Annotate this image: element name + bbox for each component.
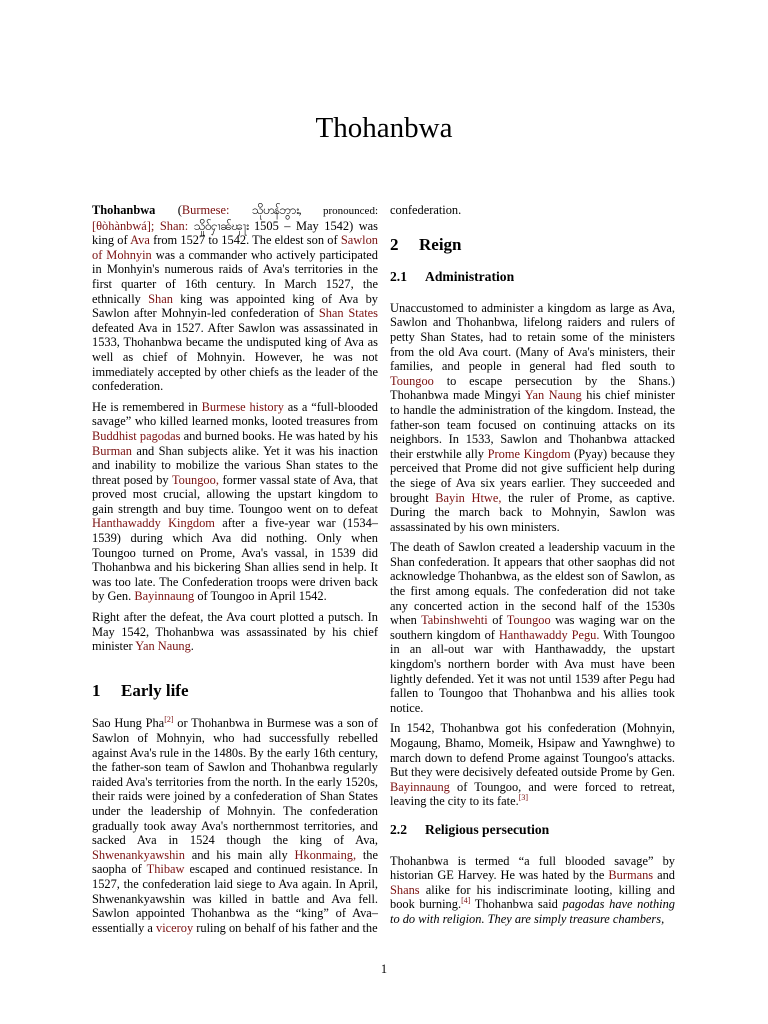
yan-naung-link[interactable]: Yan Naung: [524, 388, 582, 403]
text: (Pyay) because they perceived that Prome did not give sufficient help during the siege of Ava six years earlier. They succeeded and brought: [390, 446, 675, 505]
text: defeated Ava in 1527. After Sawlon was assassinated in 1533, Thohanbwa became the undisputed king of Ava as well as chief of Mohnyin. However, he was not immediately accepted by other chiefs as the leader of the confederation.: [92, 320, 378, 394]
text: the ruler of Prome, as captive. During the march back to Mohnyin, Sawlon was assassinated by his own ministers.: [390, 490, 675, 534]
pronounced-label: pronounced:: [323, 205, 378, 217]
early-life-paragraph: [92, 716, 378, 935]
subsection-number: 2.1: [390, 269, 407, 285]
ava-link[interactable]: Ava: [130, 233, 150, 248]
right-column: [390, 203, 675, 933]
burmese-language-link[interactable]: Burmese:: [181, 203, 230, 217]
shan-language-link[interactable]: Shan:: [159, 218, 189, 233]
text: Sao Hung Pha: [92, 716, 165, 731]
text: In 1542, Thohanbwa got his confederation (Mohnyin, Mogaung, Bhamo, Momeik, Hsipaw and Yawnghwe) to march down to defend Prome against Toungoo's attacks. But they were decisively defeated outside Prome by Gen.: [390, 721, 675, 780]
section-title: Early life: [121, 680, 189, 700]
text: king was appointed king of Ava by Sawlon after Mohnyin-led confederation of: [92, 291, 378, 321]
reference-4[interactable]: [4]: [461, 896, 471, 906]
text: and: [653, 868, 675, 883]
administration-paragraph-3: [390, 721, 675, 809]
hkonmaing-link[interactable]: Hkonmaing,: [294, 847, 357, 862]
text: (: [155, 203, 182, 217]
toungoo-link[interactable]: Toungoo: [390, 373, 434, 388]
hanthawaddy-kingdom-link[interactable]: Hanthawaddy Kingdom: [92, 516, 215, 531]
toungoo-link[interactable]: Toungoo,: [171, 472, 219, 487]
shans-link[interactable]: Shans: [390, 882, 420, 897]
continued-text: confederation.: [390, 203, 462, 217]
shan-link[interactable]: Shan: [148, 291, 173, 306]
burman-link[interactable]: Burman: [92, 443, 132, 458]
subsection-heading-administration: [390, 270, 675, 285]
burmese-script: သိုဟန်ဘွား,: [251, 203, 301, 217]
page-title: Thohanbwa: [315, 112, 453, 144]
prome-kingdom-link[interactable]: Prome Kingdom: [487, 446, 571, 461]
quoted-text: pagodas have nothing to do with religion. They are simply treasure chambers,: [390, 897, 675, 926]
viceroy-link[interactable]: viceroy: [156, 920, 194, 935]
subsection-title: Religious persecution: [425, 821, 550, 837]
sawlon-link[interactable]: Sawlon of Mohnyin: [92, 233, 378, 262]
burmans-link[interactable]: Burmans: [608, 868, 654, 883]
bayinnaung-link[interactable]: Bayinnaung: [390, 779, 450, 794]
subsection-heading-religious-persecution: [390, 823, 675, 838]
text: of: [487, 613, 507, 628]
text: from 1527 to 1542. The eldest son of: [149, 233, 341, 248]
hanthawaddy-pegu-link[interactable]: Hanthawaddy Pegu.: [498, 627, 600, 642]
administration-paragraph-1: [390, 301, 675, 535]
text: escaped and continued resistance. In 1527, the confederation laid siege to Ava again. In April, Shwenankyawshin was killed in battle and Ava fell. Sawlon appointed Thohanbwa as the “king” of Ava– essentially a: [92, 862, 379, 935]
subsection-number: 2.2: [390, 821, 407, 837]
shan-states-link[interactable]: Shan States: [318, 306, 378, 321]
text: Thohanbwa is termed “a full blooded savage” by historian GE Harvey. He was hated by the: [390, 853, 675, 883]
text: or Thohanbwa in Burmese was a son of Sawlon of Mohnyin, who had successfully rebelled against Ava's rule in the 1480s. By the early 16th century, the father-son team of Sawlon and Thohanbwa regularly raided Ava's territories from the north. In the early 1520s, their raids were joined by a confederation of Shan States under the leadership of Mohnyin. The confederation gradually took away Ava's northernmost territories, and sacked Ava in 1524 though the king of Ava,: [92, 716, 378, 848]
bayinnaung-link[interactable]: Bayinnaung: [134, 589, 195, 604]
administration-paragraph-2: [390, 540, 675, 715]
text: former vassal state of Ava, that proved most crucial, allowing the upstart kingdom to gain strength and buy time. Toungoo went on to defeat: [92, 472, 378, 516]
text: and his main ally: [184, 847, 295, 862]
yan-naung-link[interactable]: Yan Naung: [135, 639, 191, 654]
religious-persecution-paragraph: [390, 854, 675, 927]
reference-2[interactable]: [2]: [164, 715, 174, 725]
intro-paragraph-3: [92, 610, 378, 654]
intro-paragraph-2: [92, 400, 378, 604]
text: Unaccustomed to administer a kingdom as large as Ava, Sawlon and Thohanbwa, lifelong raiders and rulers of petty Shan States, had to retain some of the ministers from the old Ava court. (Many of Ava's ministers, their families, and people in general had fled south to: [390, 300, 675, 374]
section-number: 2: [390, 234, 399, 254]
text: of Toungoo in April 1542.: [194, 589, 327, 604]
article-subject: Thohanbwa: [92, 203, 156, 217]
text: He is remembered in: [92, 399, 202, 414]
text: ruling on behalf of his father and the: [193, 920, 378, 935]
shwenankyawshin-link[interactable]: Shwenankyawshin: [92, 847, 185, 862]
intro-paragraph-1: [92, 203, 378, 394]
text: after a five-year war (1534–1539) during which Ava did nothing. Only when Toungoo turned on Prome, Ava's vassal, in 1539 did Thohanbwa and his bickering Shan allies send in help. It was too late. The Confederation troops were driven back by Gen.: [92, 516, 378, 604]
text: With Toungoo in an all-out war with Hanthawaddy, the upstart kingdom's northern border with Ava must have been lightly defended. Yet it was not until 1539 after Pegu had fallen to Toungoo that Thohanbwa and his allies took notice.: [390, 627, 676, 715]
section-heading-early-life: [92, 680, 378, 700]
text: alike for his indiscriminate looting, killing and book burning.: [390, 882, 675, 912]
text: was waging war on the southern kingdom of: [390, 613, 675, 642]
text: .: [190, 639, 194, 654]
left-column: [92, 203, 378, 941]
section-title: Reign: [419, 234, 462, 254]
shan-script: သိူဝ်ႁၢၼ်ၾႃး: [193, 218, 249, 233]
text: to escape persecution by the Shans.) Thohanbwa made Mingyi: [390, 373, 675, 403]
text: 1505 – May 1542) was king of: [92, 218, 378, 248]
page-number: 1: [380, 962, 388, 976]
toungoo-link[interactable]: Toungoo: [506, 613, 551, 628]
text: and Shan subjects alike. Yet it was his inaction and inability to mobilize the various Shan states to the threat posed by: [92, 443, 378, 487]
text: the saopha of: [92, 847, 378, 877]
text: Right after the defeat, the Ava court plotted a putsch. In May 1542, Thohanbwa was assassinated by his chief minister: [92, 610, 378, 654]
section-heading-reign: [390, 234, 675, 254]
tabinshwehti-link[interactable]: Tabinshwehti: [421, 613, 488, 628]
subsection-title: Administration: [425, 269, 515, 285]
text: his chief minister to handle the administration of the kingdom. Instead, the father-son team focused on continuing attacks on its neighbors. In 1533, Sawlon and Thohanbwa attacked their erstwhile ally: [390, 388, 675, 461]
buddhist-pagodas-link[interactable]: Buddhist pagodas: [92, 428, 181, 443]
burmese-history-link[interactable]: Burmese history: [201, 399, 284, 414]
text: and burned books. He was hated by his: [180, 428, 378, 443]
text: Thohanbwa said: [470, 897, 563, 912]
text: was a commander who actively participated in Monhyin's numerous raids of Ava's territories in the first quarter of 16th century. In March 1527, the ethnically: [92, 247, 378, 306]
text: of Toungoo, and were forced to retreat, leaving the city to its fate.: [390, 779, 675, 809]
text: as a “full-blooded savage” who killed learned monks, looted treasures from: [92, 399, 378, 429]
section-number: 1: [92, 680, 101, 700]
bayin-htwe-link[interactable]: Bayin Htwe,: [435, 490, 502, 505]
reference-3[interactable]: [3]: [518, 793, 529, 803]
text: The death of Sawlon created a leadership vacuum in the Shan confederation. It appears that other saophas did not acknowledge Thohanbwa, as the eldest son of Sawlon, as the first among equals. The confederation did not take any concerted action in the second half of the 1530s when: [390, 540, 675, 628]
ipa-link[interactable]: [θòhànbwá];: [92, 218, 155, 233]
thibaw-link[interactable]: Thibaw: [146, 862, 185, 877]
